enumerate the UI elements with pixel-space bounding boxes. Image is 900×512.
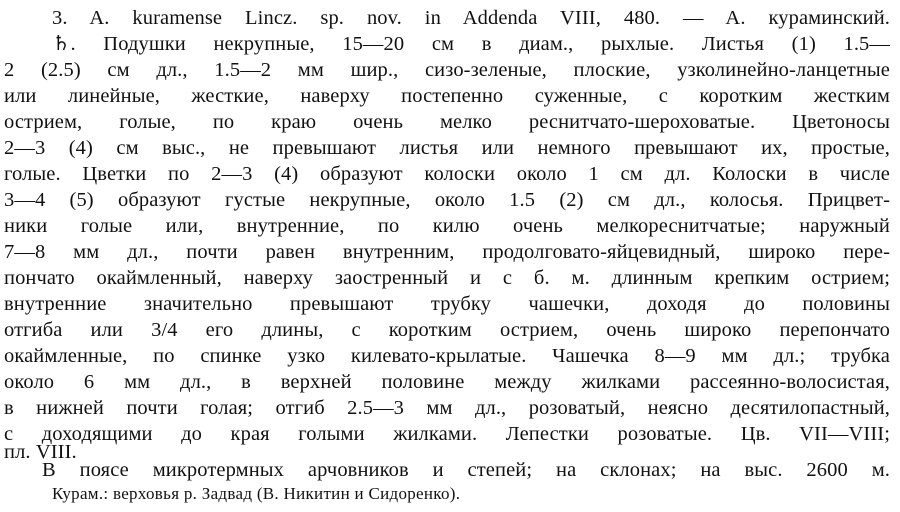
description-line: пончато окаймленный, наверху заостренный и с б. м. длинным крепким острием; — [4, 267, 890, 289]
description-line: окаймленные, по спинке узко килевато-крылатые. Чашечка 8—9 мм дл.; трубка — [4, 345, 890, 367]
description-line: около 6 мм дл., в верхней половине между жилками рассеянно-волосистая, — [4, 371, 890, 393]
description-line: ♄. Подушки некрупные, 15—20 см в диам., рыхлые. Листья (1) 1.5— — [52, 33, 890, 55]
description-line: 7—8 мм дл., почти равен внутренним, продолговато-яйцевидный, широко пере- — [4, 241, 890, 263]
description-line: 2 (2.5) см дл., 1.5—2 мм шир., сизо-зеленые, плоские, узколинейно-ланцетные — [4, 59, 890, 81]
habitat-line: В поясе микротермных арчовников и степей; на склонах; на выс. 2600 м. — [42, 459, 890, 481]
description-line: ники голые или, внутренние, по килю очень мелкореснитчатые; наружный — [4, 215, 890, 237]
description-line: 2—3 (4) см выс., не превышают листья или немного превышают их, простые, — [4, 137, 890, 159]
description-line: с доходящими до края голыми жилками. Лепестки розоватые. Цв. VII—VIII; — [4, 423, 890, 445]
species-heading: 3. A. kuramense Lincz. sp. nov. in Addenda VIII, 480. — A. кураминский. — [52, 7, 890, 29]
description-line: пл. VIII. — [4, 441, 77, 463]
description-line: острием, голые, по краю очень мелко реснитчато-шероховатые. Цветоносы — [4, 111, 890, 133]
locality-line: Курам.: верховья р. Задвад (В. Никитин и Сидоренко). — [52, 484, 461, 503]
description-line: внутренние значительно превышают трубку чашечки, доходя до половины — [4, 293, 890, 315]
description-line: в нижней почти голая; отгиб 2.5—3 мм дл., розоватый, неясно десятилопастный, — [4, 397, 890, 419]
description-line: 3—4 (5) образуют густые некрупные, около 1.5 (2) см дл., колосья. Прицвет- — [4, 189, 890, 211]
description-line: или линейные, жесткие, наверху постепенно суженные, с коротким жестким — [4, 85, 890, 107]
description-line: голые. Цветки по 2—3 (4) образуют колоски около 1 см дл. Колоски в числе — [4, 163, 890, 185]
description-line: отгиба или 3/4 его длины, с коротким острием, очень широко перепончато — [4, 319, 890, 341]
